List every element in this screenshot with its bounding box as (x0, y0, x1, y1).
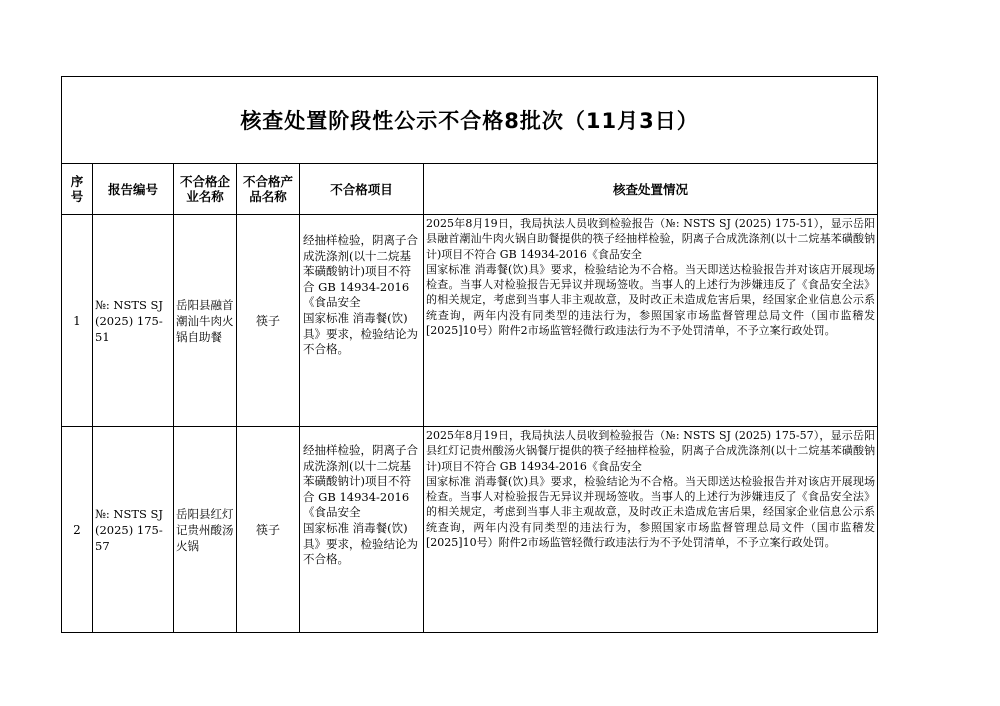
header-company: 不合格企 业名称 (174, 164, 237, 215)
header-seq: 序 号 (62, 164, 93, 215)
row-product: 筷子 (237, 427, 300, 633)
row-seq: 2 (62, 427, 93, 633)
row-company: 岳阳县红灯记贵州酸汤火锅 (174, 427, 237, 633)
disposal-table (61, 76, 878, 633)
row-item: 经抽样检验，阴离子合成洗涤剂(以十二烷基苯磺酸钠计)项目不符合 GB 14934-2016《食品安全 国家标准 消毒餐(饮)具》要求，检验结论为不合格。 (300, 215, 424, 427)
header-disposal: 核查处置情况 (424, 164, 878, 215)
row-report-no: №: NSTS SJ (2025) 175-57 (93, 427, 174, 633)
row-company: 岳阳县融首潮汕牛肉火锅自助餐 (174, 215, 237, 427)
header-report-no: 报告编号 (93, 164, 174, 215)
row-seq: 1 (62, 215, 93, 427)
row-report-no: №: NSTS SJ (2025) 175-51 (93, 215, 174, 427)
row-disposal: 2025年8月19日，我局执法人员收到检验报告（№: NSTS SJ (2025) 175-57），显示岳阳县红灯记贵州酸汤火锅餐厅提供的筷子经抽样检验，阴离子合成洗涤剂(以十二烷基苯磺酸钠计)项目不符合 GB 14934-2016《食品安全 国家标准 消毒餐(饮)具》要求，检验结论为不合格。当天即送达检验报告并对该店开展现场检查。当事人对检验报告无异议并现场签收。当事人的上述行为涉嫌违反了《食品安全法》的相关规定，考虑到当事人非主观故意，及时改正未造成危害后果，经国家企业信息公示系统查询，两年内没有同类型的违法行为，参照国家市场监督管理总局文件（国市监稽发[2025]10号）附件2市场监管轻微行政违法行为不予处罚清单，不予立案行政处罚。 (424, 427, 878, 633)
row-product: 筷子 (237, 215, 300, 427)
page-title: 核查处置阶段性公示不合格8批次（11月3日） (62, 77, 878, 164)
header-product: 不合格产 品名称 (237, 164, 300, 215)
row-item: 经抽样检验，阴离子合成洗涤剂(以十二烷基苯磺酸钠计)项目不符合 GB 14934-2016《食品安全 国家标准 消毒餐(饮)具》要求，检验结论为不合格。 (300, 427, 424, 633)
table-row (62, 427, 878, 633)
table-row (62, 215, 878, 427)
header-item: 不合格项目 (300, 164, 424, 215)
header-row (62, 164, 878, 215)
row-disposal: 2025年8月19日，我局执法人员收到检验报告（№: NSTS SJ (2025) 175-51），显示岳阳县融首潮汕牛肉火锅自助餐提供的筷子经抽样检验，阴离子合成洗涤剂(以十二烷基苯磺酸钠计)项目不符合 GB 14934-2016《食品安全 国家标准 消毒餐(饮)具》要求，检验结论为不合格。当天即送达检验报告并对该店开展现场检查。当事人对检验报告无异议并现场签收。当事人的上述行为涉嫌违反了《食品安全法》的相关规定，考虑到当事人非主观故意，及时改正未造成危害后果，经国家企业信息公示系统查询，两年内没有同类型的违法行为，参照国家市场监督管理总局文件（国市监稽发[2025]10号）附件2市场监管轻微行政违法行为不予处罚清单，不予立案行政处罚。 (424, 215, 878, 427)
